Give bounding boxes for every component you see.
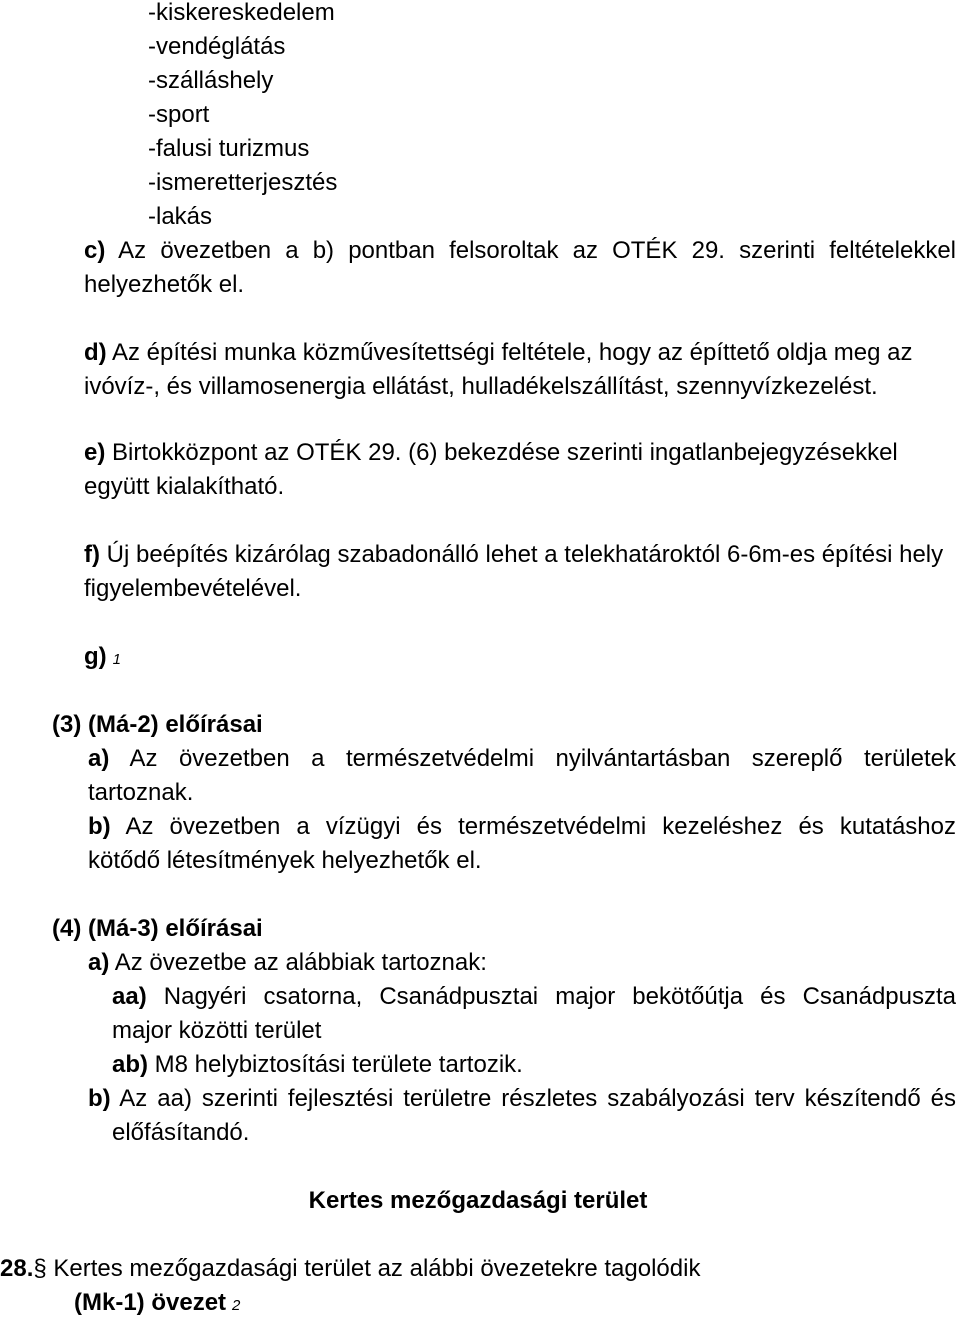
list-item: -kiskereskedelem <box>148 0 335 26</box>
paragraph-label: d) <box>84 339 107 366</box>
paragraph-text: Az aa) szerinti fejlesztési területre részletes szabályozási terv készítendő és <box>110 1085 956 1112</box>
list-item: -lakás <box>148 203 213 230</box>
paragraph-text: M8 helybiztosítási területe tartozik. <box>148 1051 523 1078</box>
paragraph-f <box>84 538 943 572</box>
paragraph-d-continued: ivóvíz-, és villamosenergia ellátást, hulladékelszállítást, szennyvízkezelést. <box>84 373 878 400</box>
paragraph-text: Kertes mezőgazdasági terület az alábbi övezetekre tagolódik <box>46 1255 701 1282</box>
paragraph-d <box>84 336 912 370</box>
paragraph-label: b) <box>88 1085 111 1112</box>
zone-label: (Mk-1) övezet <box>74 1289 227 1316</box>
paragraph-text: Az övezetben a b) pontban felsoroltak az OTÉK 29. szerinti feltételekkel <box>105 237 956 264</box>
paragraph-label: e) <box>84 439 106 466</box>
paragraph-text: Az övezetben a természetvédelmi nyilvántartásban szereplő területek <box>109 745 956 772</box>
footnote-ref: 2 <box>232 1297 241 1314</box>
paragraph-text: Birtokközpont az OTÉK 29. (6) bekezdése szerinti ingatlanbejegyzésekkel <box>105 439 898 466</box>
paragraph-c-continued: helyezhetők el. <box>84 271 245 298</box>
ma3-point-ab <box>112 1048 523 1082</box>
ma3-point-aa <box>112 980 956 1014</box>
ma2-point-a <box>88 742 956 776</box>
paragraph-c <box>84 234 956 268</box>
ma3-point-b-continued: előfásítandó. <box>112 1119 250 1146</box>
paragraph-label: a) <box>88 949 110 976</box>
ma3-point-aa-continued: major közötti terület <box>112 1017 322 1044</box>
paragraph-label: f) <box>84 541 100 568</box>
paragraph-text: Az övezetbe az alábbiak tartoznak: <box>109 949 487 976</box>
paragraph-label: ab) <box>112 1051 148 1078</box>
paragraph-e <box>84 436 898 470</box>
paragraph-g <box>84 640 121 677</box>
subsection-mk1 <box>74 1286 240 1323</box>
paragraph-text: Új beépítés kizárólag szabadonálló lehet a telekhatároktól 6-6m-es építési hely <box>99 541 944 568</box>
paragraph-label: g) <box>84 643 107 670</box>
list-item: -sport <box>148 101 210 128</box>
footnote-ref: 1 <box>112 651 121 668</box>
paragraph-text: Nagyéri csatorna, Csanádpusztai major bekötőútja és Csanádpuszta <box>146 983 956 1010</box>
paragraph-label: b) <box>88 813 111 840</box>
paragraph-e-continued: együtt kialakítható. <box>84 473 285 500</box>
paragraph-f-continued: figyelembevételével. <box>84 575 302 602</box>
subsection-heading-ma2: (3) (Má-2) előírásai <box>52 711 263 738</box>
paragraph-label: aa) <box>112 983 147 1010</box>
paragraph-label: c) <box>84 237 106 264</box>
list-item: -vendéglátás <box>148 33 286 60</box>
list-item: -falusi turizmus <box>148 135 310 162</box>
paragraph-number: 28. <box>0 1255 34 1282</box>
ma2-point-b <box>88 810 956 844</box>
section-paragraph-28 <box>0 1252 700 1286</box>
paragraph-text: Az építési munka közművesítettségi feltétele, hogy az építtető oldja meg az <box>106 339 913 366</box>
paragraph-sign-icon: § <box>33 1255 47 1282</box>
ma3-point-a <box>88 946 487 980</box>
list-item: -szálláshely <box>148 67 274 94</box>
paragraph-text: Az övezetben a vízügyi és természetvédelmi kezeléshez és kutatáshoz <box>110 813 956 840</box>
paragraph-label: a) <box>88 745 110 772</box>
section-title: Kertes mezőgazdasági terület <box>308 1187 648 1214</box>
ma2-point-a-continued: tartoznak. <box>88 779 194 806</box>
ma2-point-b-continued: kötődő létesítmények helyezhetők el. <box>88 847 482 874</box>
ma3-point-b <box>88 1082 956 1116</box>
subsection-heading-ma3: (4) (Má-3) előírásai <box>52 915 263 942</box>
list-item: -ismeretterjesztés <box>148 169 338 196</box>
